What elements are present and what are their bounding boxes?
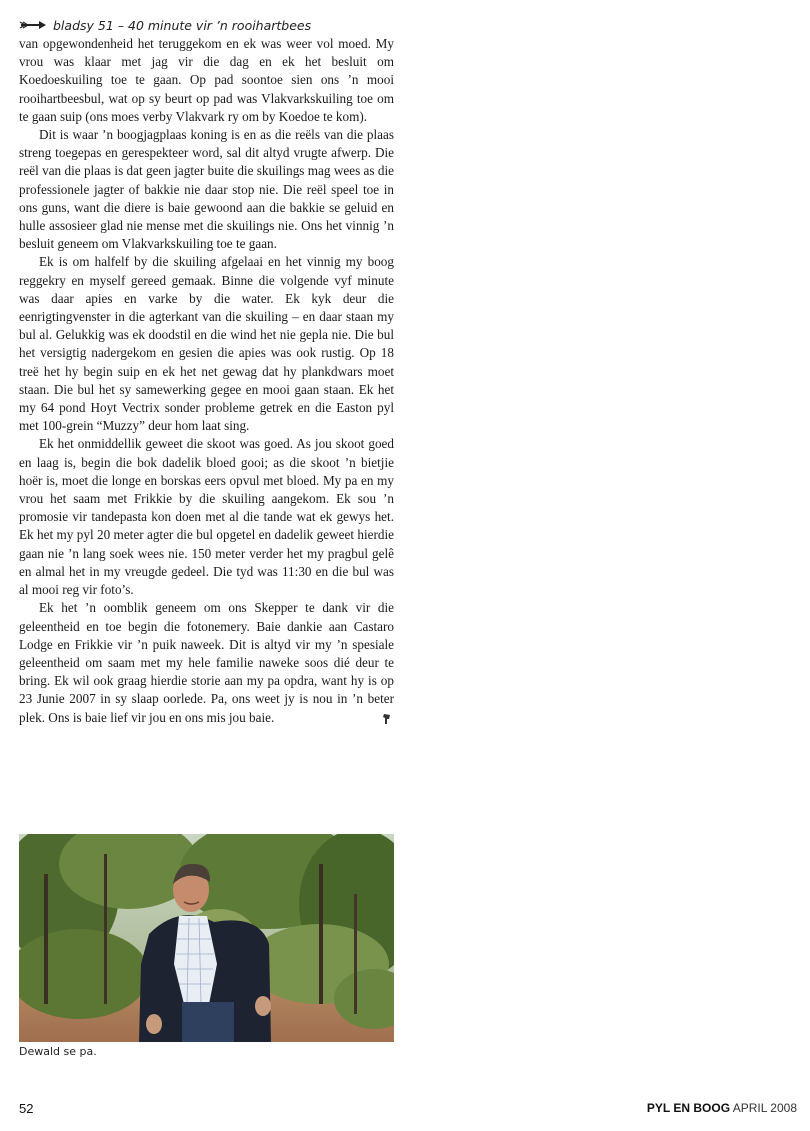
running-title: bladsy 51 – 40 minute vir ’n rooihartbees [53, 17, 312, 33]
end-mark-icon [382, 713, 392, 725]
photo-man-in-bush [19, 834, 394, 1042]
photo-illustration [19, 834, 394, 1042]
magazine-footer [647, 1101, 797, 1115]
page-number: 52 [19, 1101, 34, 1116]
paragraph-last [19, 599, 394, 726]
paragraph: Ek is om halfelf by die skuiling afgelaai en het vinnig my boog reggekry en myself gereed gemaak. Binne die volgende vyf minute was daar apies en varke by die water. Ek kyk deur die eenrigtingvenster in die agterkant van die skuiling – en daar staan my bul al. Gelukkig was ek doodstil en die wind het nie gepla nie. Die bul het versigtig nadergekom en gesien die apies was ook rustig. Op 18 treë het hy begin suip en ek het net gewag dat hy plankdwars moet staan. Die bul het sy samewerking gegee en mooi gaan staan. Ek het my 64 pond Hoyt Vectrix sonder probleme getrek en die Easton pyl met 100-grein “Muzzy” deur hom laat sing. [19, 254, 394, 434]
magazine-name: PYL EN BOOG [646, 1101, 731, 1115]
running-header [19, 14, 399, 36]
paragraph: van opgewondenheid het teruggekom en ek was weer vol moed. My vrou was klaar met jag vir die dag en ek het besluit om Koedoeskuiling toe te gaan. Op pad soontoe sien ons ’n mooi rooihartbeesbul, wat op sy beurt op pad was Vlakvarkskuiling toe om te gaan suip (ons moes verby Vlakvark ry om by Koedoe te kom). [19, 36, 394, 124]
paragraph: Ek het onmiddellik geweet die skoot was goed. As jou skoot goed en laag is, begin die bok dadelik bloed gooi; as die skoot ’n bietjie hoër is, moet die longe en borskas eers opvul met bloed. My pa en my vrou het saam met Frikkie by die skuiling aangekom. Ek sou ’n promosie vir tandepasta kon doen met al die tande wat ek gewys het. Ek het my pyl 20 meter agter die bul opgetel en dadelik geweet hierdie gaan nie ’n lang soek wees nie. 150 meter verder het my pragbul gelê en almal het in my vreugde gedeel. Die tyd was 11:30 en die bul was al mooi reg vir foto’s. [19, 436, 394, 598]
paragraph-text: Ek het ’n oomblik geneem om ons Skepper te dank vir die geleentheid en toe begin die fotonemery. Baie dankie aan Castaro Lodge en Frikkie vir ’n puik naweek. Dit is altyd vir my ’n spesiale geleentheid om saam met my hele familie naweke soos dié deur te bring. Ek wil ook graag hierdie storie aan my pa opdra, want hy is op 23 Junie 2007 in sy slaap oorlede. Pa, ons weet jy is nou in ’n beter plek. Ons is baie lief vir jou en ons mis jou baie. [19, 600, 394, 725]
arrow-icon [19, 20, 47, 30]
article-body [19, 35, 394, 727]
paragraph: Dit is waar ’n boogjagplaas koning is en as die reëls van die plaas streng toegepas en gerespekteer word, sal dit altyd vrugte afwerp. Die reël van die plaas is dat geen jagter buite die skuilings mag wees as die professionele jagter of bakkie nie daar stop nie. Die reël speel toe in ons guns, want die diere is baie gewoond aan die bakkie se geluid en hulle assosieer glad nie mense met die skuilings nie. Ons het vinnig ’n besluit geneem om Vlakvarkskuiling toe te gaan. [19, 127, 394, 252]
photo-caption: Dewald se pa. [19, 1045, 97, 1058]
issue-date: APRIL 2008 [732, 1101, 797, 1115]
